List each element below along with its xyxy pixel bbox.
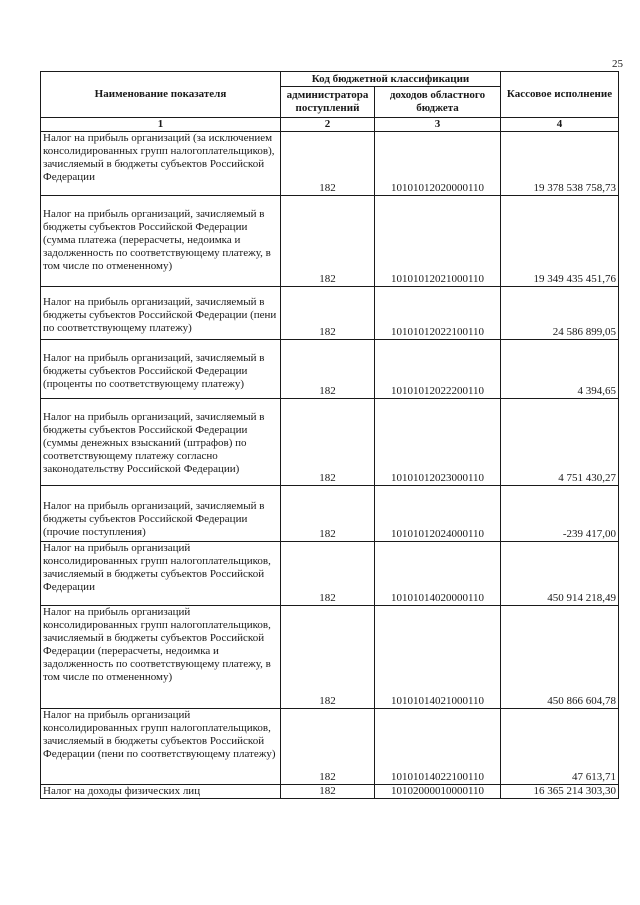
table-row: [41, 542, 619, 606]
budget-code: 10101012020000110: [375, 132, 501, 196]
execution-amount: -239 417,00: [501, 486, 619, 542]
admin-code: 182: [281, 132, 375, 196]
table-row: [41, 709, 619, 785]
indicator-name: Налог на прибыль организаций консолидированных групп налогоплательщиков, зачисляемый в бюджеты субъектов Российской Федерации (пени по соответствующему платежу): [41, 709, 281, 785]
budget-code: 10101012023000110: [375, 399, 501, 486]
execution-amount: 47 613,71: [501, 709, 619, 785]
budget-table: [40, 71, 619, 799]
execution-amount: 19 349 435 451,76: [501, 196, 619, 287]
execution-amount: 4 751 430,27: [501, 399, 619, 486]
indicator-name: Налог на прибыль организаций, зачисляемый в бюджеты субъектов Российской Федерации (суммы денежных взысканий (штрафов) по соответствующему платежу согласно законодательству Российской Федерации): [41, 399, 281, 486]
column-number: 4: [501, 118, 619, 132]
budget-code: 10101012021000110: [375, 196, 501, 287]
admin-code: 182: [281, 196, 375, 287]
table-row: [41, 606, 619, 709]
table-row: [41, 785, 619, 799]
indicator-name: Налог на прибыль организаций консолидированных групп налогоплательщиков, зачисляемый в бюджеты субъектов Российской Федерации: [41, 542, 281, 606]
execution-amount: 4 394,65: [501, 340, 619, 399]
table-row: [41, 196, 619, 287]
indicator-name: Налог на прибыль организаций (за исключением консолидированных групп налогоплательщиков), зачисляемый в бюджеты субъектов Российской Федерации: [41, 132, 281, 196]
admin-code: 182: [281, 606, 375, 709]
table-row: [41, 486, 619, 542]
execution-amount: 19 378 538 758,73: [501, 132, 619, 196]
admin-code: 182: [281, 486, 375, 542]
table-row: [41, 287, 619, 340]
indicator-name: Налог на прибыль организаций консолидированных групп налогоплательщиков, зачисляемый в бюджеты субъектов Российской Федерации (перерасчеты, недоимка и задолженность по соответствующему платежу, в том числе по отмененному): [41, 606, 281, 709]
admin-code: 182: [281, 542, 375, 606]
admin-code: 182: [281, 287, 375, 340]
page-number: 25: [612, 58, 623, 70]
table-row: [41, 132, 619, 196]
table-row: [41, 340, 619, 399]
execution-amount: 16 365 214 303,30: [501, 785, 619, 799]
indicator-name: Налог на доходы физических лиц: [41, 785, 281, 799]
budget-code: 10102000010000110: [375, 785, 501, 799]
header-execution: Кассовое исполнение: [501, 72, 619, 118]
admin-code: 182: [281, 340, 375, 399]
budget-code: 10101012022200110: [375, 340, 501, 399]
execution-amount: 450 866 604,78: [501, 606, 619, 709]
indicator-name: Налог на прибыль организаций, зачисляемый в бюджеты субъектов Российской Федерации (сумма платежа (перерасчеты, недоимка и задолженность по соответствующему платежу, в том числе по отмененному): [41, 196, 281, 287]
header-name: Наименование показателя: [41, 72, 281, 118]
indicator-name: Налог на прибыль организаций, зачисляемый в бюджеты субъектов Российской Федерации (пени по соответствующему платежу): [41, 287, 281, 340]
admin-code: 182: [281, 399, 375, 486]
admin-code: 182: [281, 785, 375, 799]
column-number: 3: [375, 118, 501, 132]
budget-code: 10101014020000110: [375, 542, 501, 606]
table-row: [41, 399, 619, 486]
header-administrator: администратора поступлений: [281, 87, 375, 118]
execution-amount: 450 914 218,49: [501, 542, 619, 606]
header-regional-income: доходов областного бюджета: [375, 87, 501, 118]
admin-code: 182: [281, 709, 375, 785]
column-number: 1: [41, 118, 281, 132]
header-classification-group: Код бюджетной классификации: [281, 72, 501, 87]
column-number: 2: [281, 118, 375, 132]
budget-code: 10101012022100110: [375, 287, 501, 340]
execution-amount: 24 586 899,05: [501, 287, 619, 340]
budget-code: 10101012024000110: [375, 486, 501, 542]
indicator-name: Налог на прибыль организаций, зачисляемый в бюджеты субъектов Российской Федерации (проценты по соответствующему платежу): [41, 340, 281, 399]
budget-code: 10101014021000110: [375, 606, 501, 709]
budget-code: 10101014022100110: [375, 709, 501, 785]
indicator-name: Налог на прибыль организаций, зачисляемый в бюджеты субъектов Российской Федерации (прочие поступления): [41, 486, 281, 542]
